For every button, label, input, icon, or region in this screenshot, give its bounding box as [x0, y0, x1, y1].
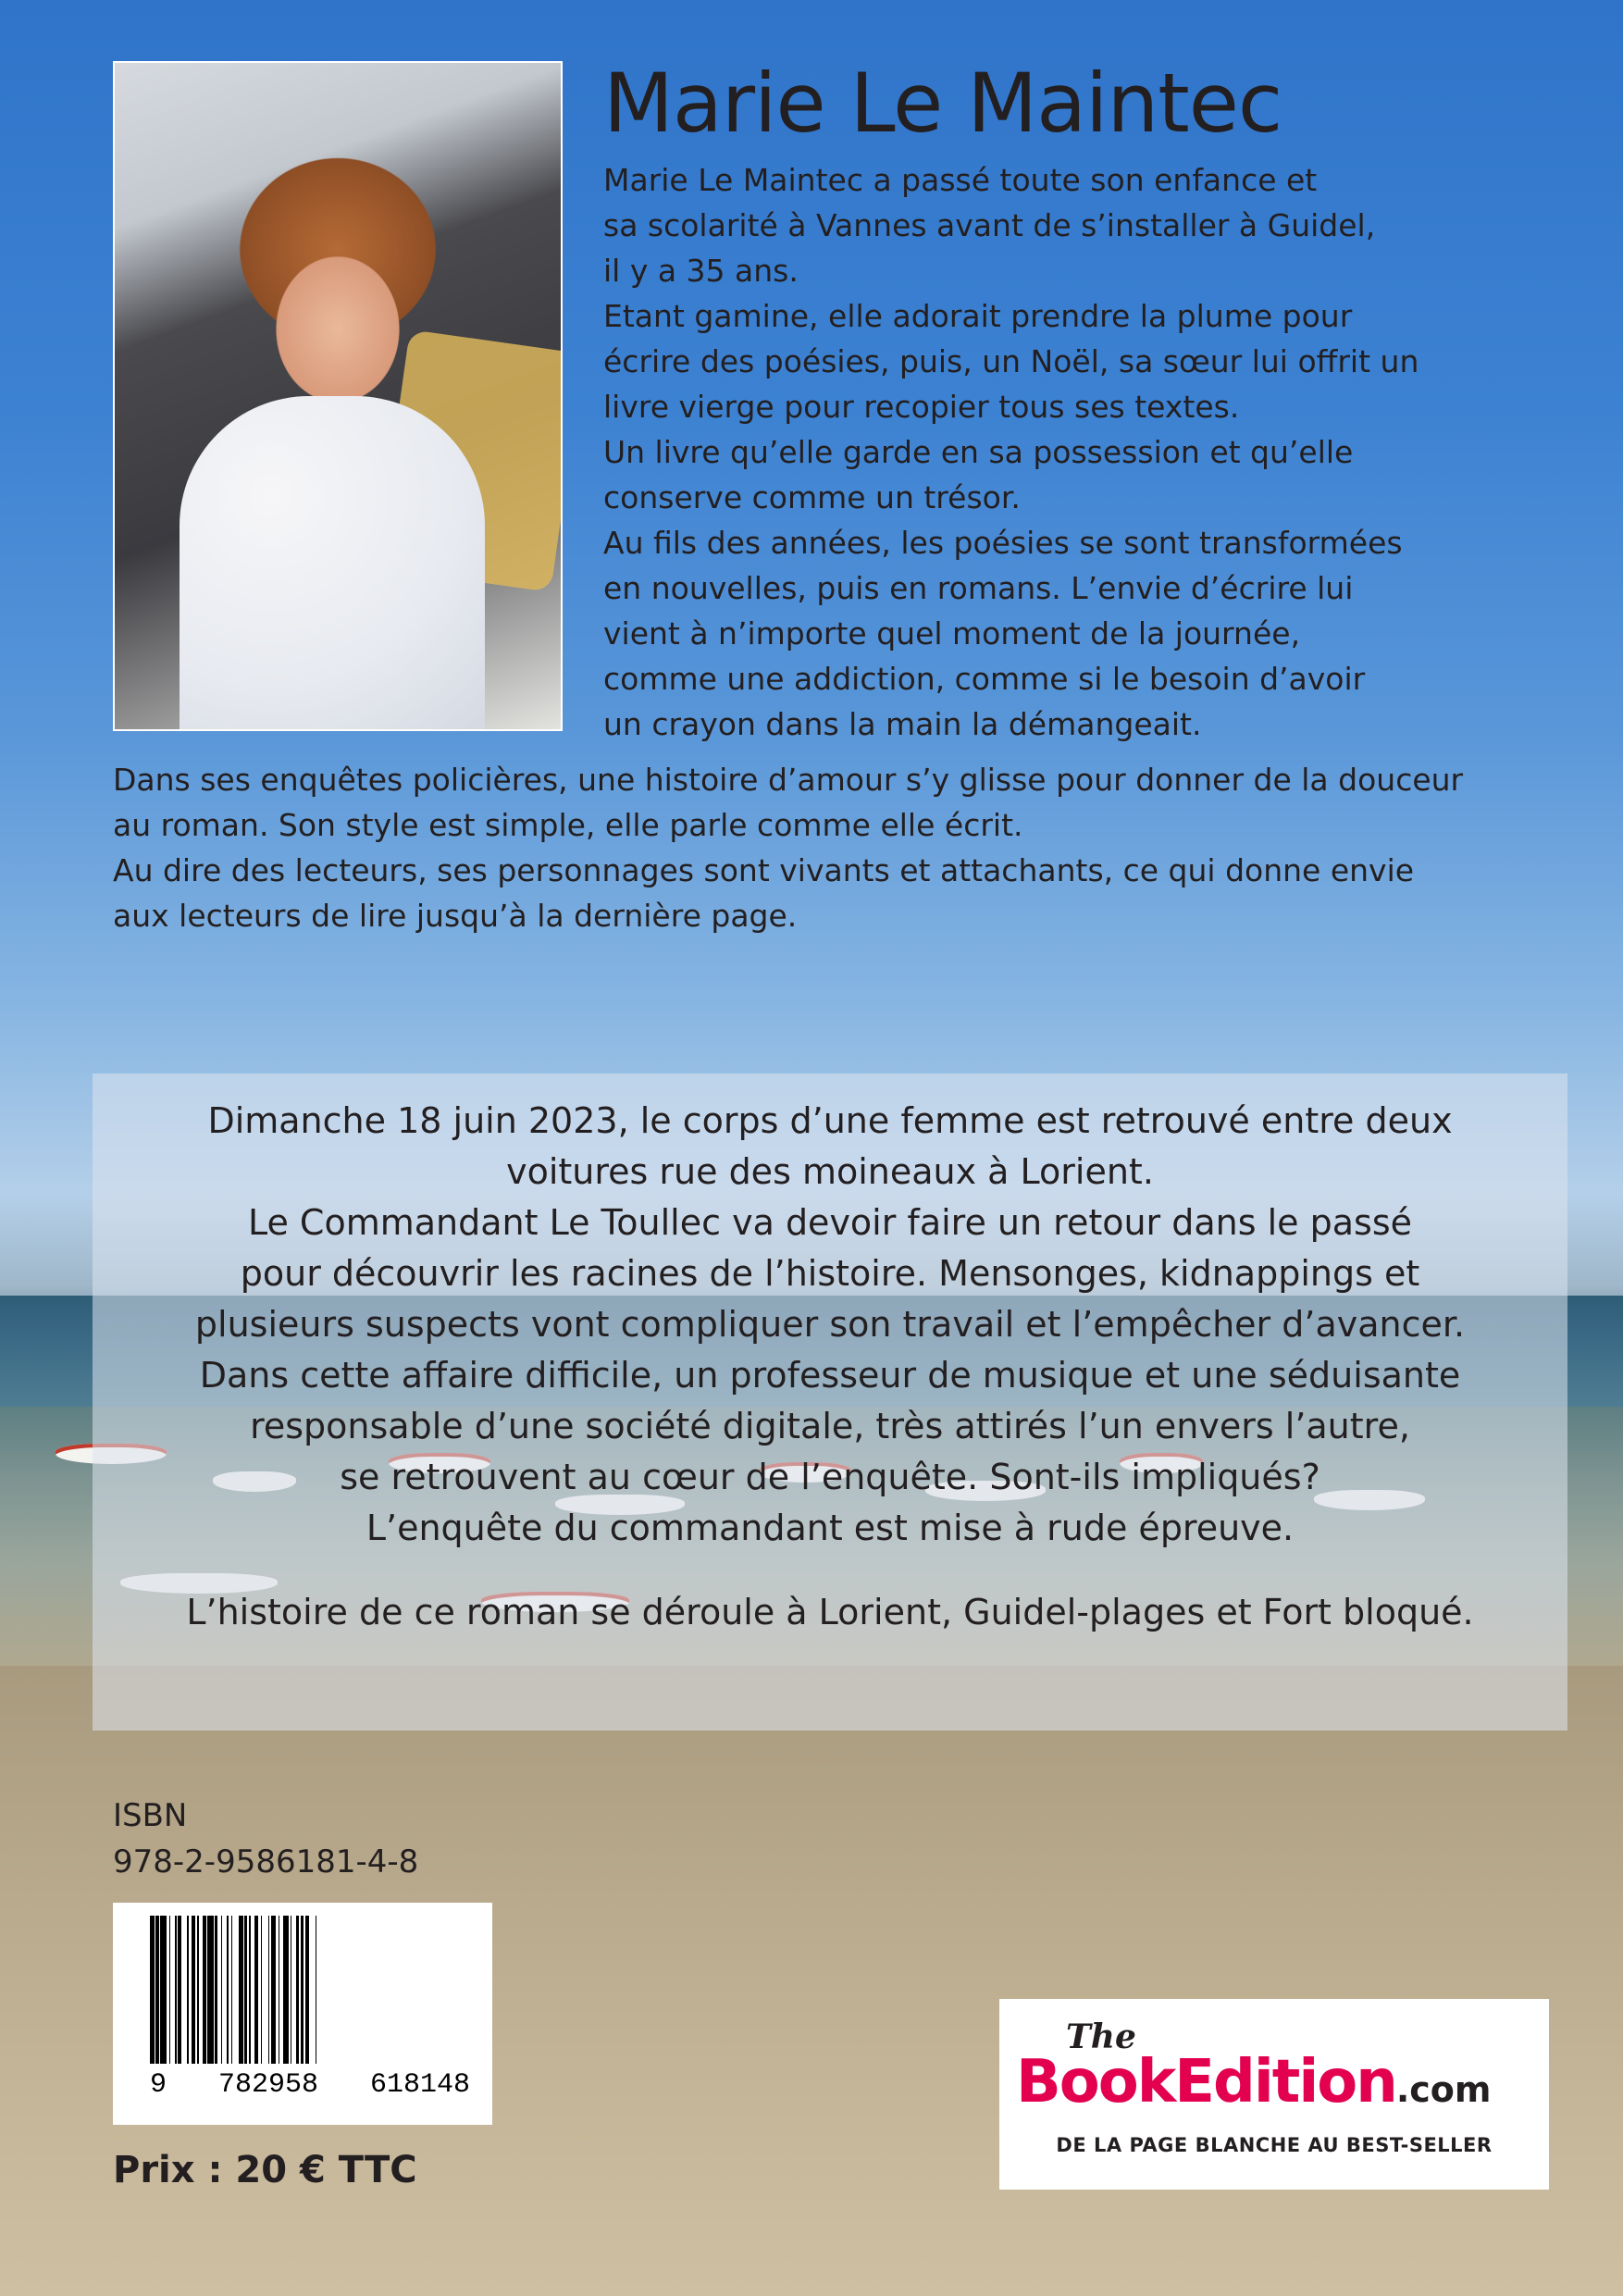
barcode-digit-group: 782958: [217, 2069, 318, 2101]
author-photo: [113, 61, 563, 731]
synopsis-setting: L’histoire de ce roman se déroule à Lorient, Guidel-plages et Fort bloqué.: [186, 1592, 1474, 1632]
author-bio-bottom: [113, 757, 1556, 938]
barcode: [113, 1903, 492, 2125]
barcode-digit-group: 618148: [369, 2069, 470, 2101]
publisher-logo-the: The: [1066, 2017, 1136, 2056]
author-bio-paragraph: Dans ses enquêtes policières, une histoire d’amour s’y glisse pour donner de la douceur au roman. Son style est simple, elle parle comme elle écrit. Au dire des lecteurs, ses personnages sont vivants et attachants, ce qui donne envie aux lecteurs de lire jusqu’à la dernière page.: [113, 762, 1464, 934]
barcode-bar: [316, 1916, 319, 2064]
shirt: [180, 396, 485, 729]
author-bio-top: [603, 157, 1529, 747]
barcode-bars: [150, 1916, 470, 2064]
barcode-digit-group: 9: [150, 2069, 167, 2101]
publisher-logo-brand: [1016, 2048, 1534, 2116]
synopsis-text: Dimanche 18 juin 2023, le corps d’une femme est retrouvé entre deux voitures rue des moineaux à Lorient. Le Commandant Le Toullec va devoir faire un retour dans le passé pour découvrir les racines de l’histoire. Mensonges, kidnappings et plusieurs suspects vont compliquer son travail et l’empêcher d’avancer. Dans cette affaire difficile, un professeur de musique et une séduisante responsable d’une société digitale, très attirés l’un envers l’autre, se retrouvent au cœur de l’enquête. Sont-ils impliqués? L’enquête du commandant est mise à rude épreuve.: [194, 1100, 1466, 1548]
isbn-number: 978-2-9586181-4-8: [113, 1843, 419, 1880]
barcode-digits: [150, 2069, 470, 2101]
publisher-tagline: DE LA PAGE BLANCHE AU BEST-SELLER: [1056, 2134, 1493, 2156]
publisher-logo: [999, 1999, 1549, 2190]
synopsis: [113, 1096, 1547, 1638]
publisher-logo-brand-main: BookEdition: [1016, 2048, 1396, 2116]
publisher-logo-brand-suffix: .com: [1395, 2069, 1492, 2110]
isbn-label: ISBN: [113, 1797, 188, 1834]
author-bio-paragraph: Marie Le Maintec a passé toute son enfance et sa scolarité à Vannes avant de s’installer à Guidel, il y a 35 ans. Etant gamine, elle adorait prendre la plume pour écrire des poésies, puis, un Noël, sa sœur lui offrit un livre vierge pour recopier tous ses textes. Un livre qu’elle garde en sa possession et qu’elle conserve comme un trésor. Au fils des années, les poésies se sont transformées en nouvelles, puis en romans. L’envie d’écrire lui vient à n’importe quel moment de la journée, comme une addiction, comme si le besoin d’avoir un crayon dans la main la démangeait.: [603, 162, 1419, 742]
author-name: Marie Le Maintec: [603, 56, 1282, 151]
price: Prix : 20 € TTC: [113, 2149, 417, 2191]
